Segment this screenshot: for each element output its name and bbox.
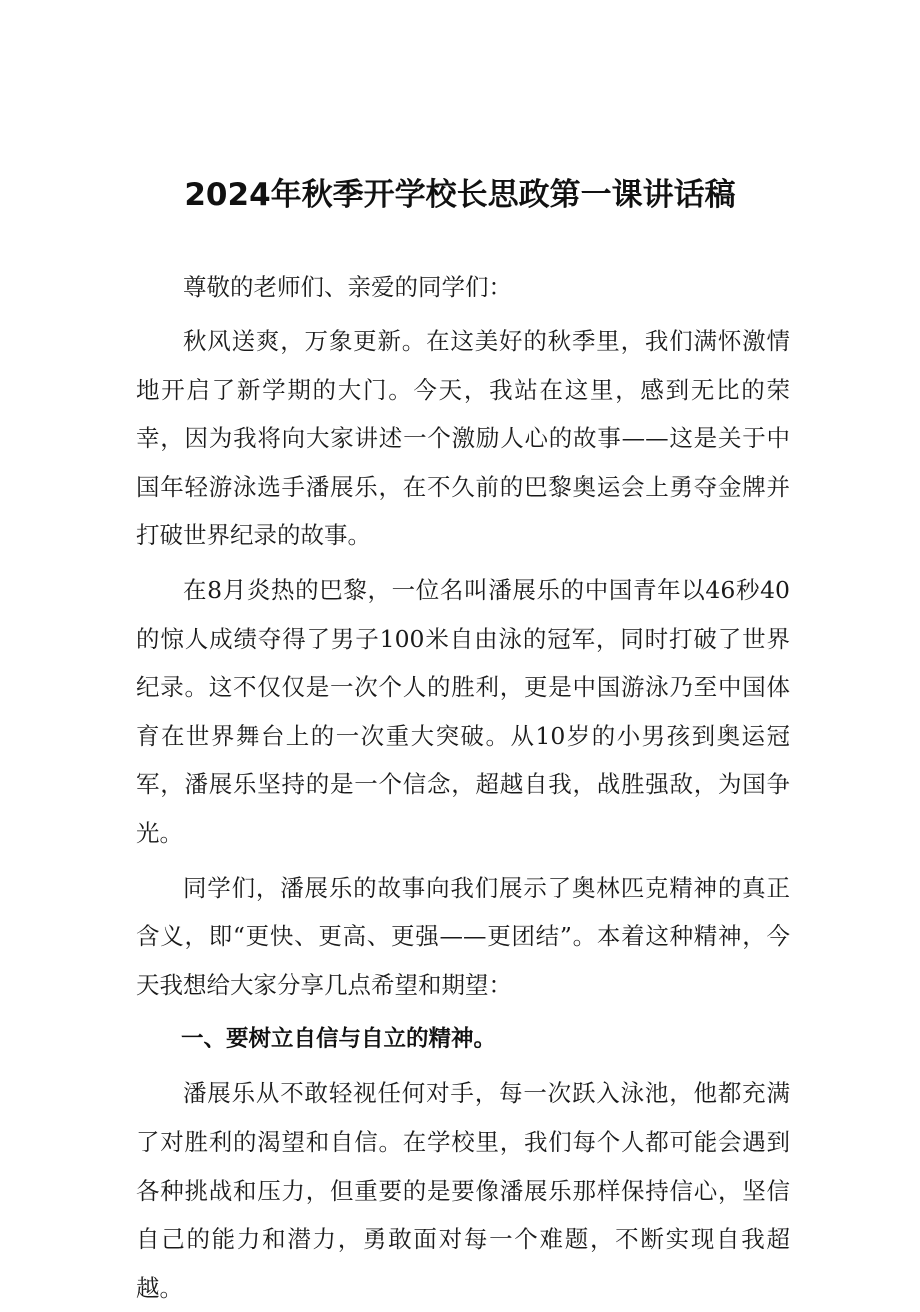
body-paragraph-3: 同学们，潘展乐的故事向我们展示了奥林匹克精神的真正含义，即“更快、更高、更强——更团结”。本着这种精神，今天我想给大家分享几点希望和期望： [136,873,790,999]
section-paragraph: 潘展乐从不敢轻视任何对手，每一次跃入泳池，他都充满了对胜利的渴望和自信。在学校里，我们每个人都可能会遇到各种挑战和压力，但重要的是要像潘展乐那样保持信心，坚信自己的能力和潜力，勇敢面对每一个难题，不断实现自我超越。 [136,1079,790,1302]
body-paragraph-2: 在8月炎热的巴黎，一位名叫潘展乐的中国青年以46秒40的惊人成绩夺得了男子100米自由泳的冠军，同时打破了世界纪录。这不仅仅是一次个人的胜利，更是中国游泳乃至中国体育在世界舞台上的一次重大突破。从10岁的小男孩到奥运冠军，潘展乐坚持的是一个信念，超越自我，战胜强敌，为国争光。 [136,575,790,847]
section-heading: 一、要树立自信与自立的精神。 [181,1026,497,1053]
body-paragraph-1: 秋风送爽，万象更新。在这美好的秋季里，我们满怀激情地开启了新学期的大门。今天，我站在这里，感到无比的荣幸，因为我将向大家讲述一个激励人心的故事——这是关于中国年轻游泳选手潘展乐，在不久前的巴黎奥运会上勇夺金牌并打破世界纪录的故事。 [136,327,790,550]
document-title: 2024年秋季开学校长思政第一课讲话稿 [184,177,736,213]
document-body [136,263,790,1312]
salutation: 尊敬的老师们、亲爱的同学们： [183,273,512,301]
